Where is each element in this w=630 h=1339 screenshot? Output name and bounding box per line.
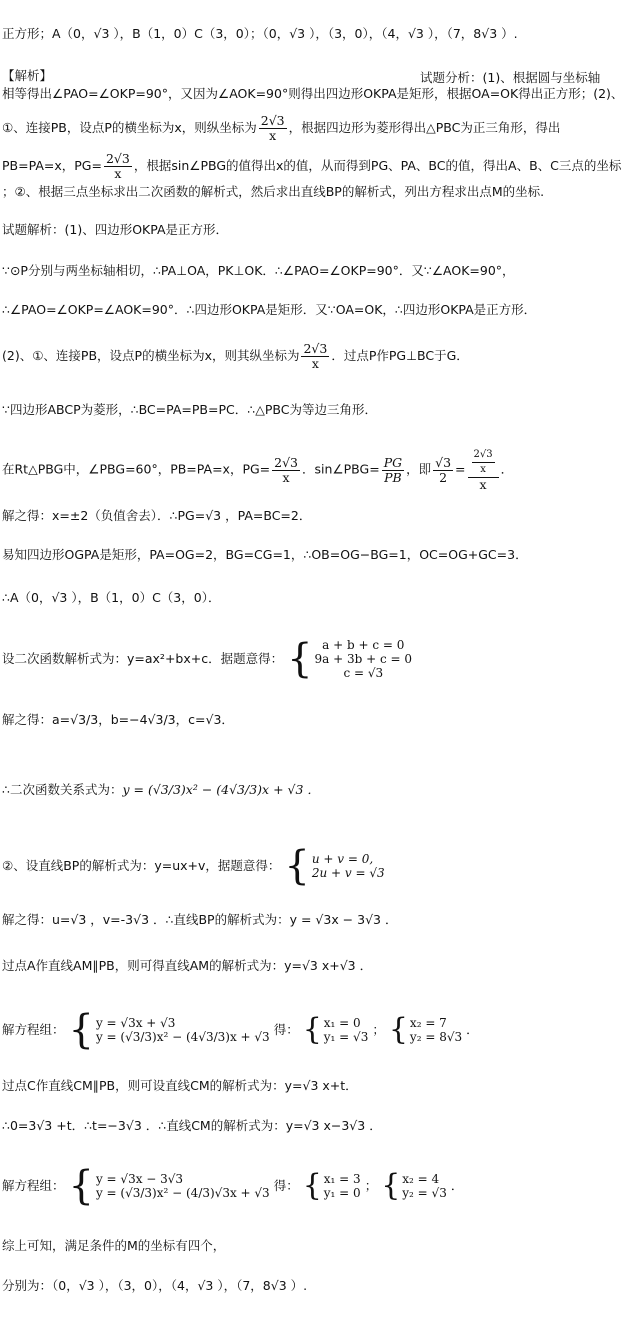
line-am-line: 过点A作直线AM∥PB，则可得直线AM的解析式为：y=√3 x+√3 ． [2,958,373,973]
solution-line: 解之得：x=±2（负值舍去）．∴PG=√3 ，PA=BC=2． [2,508,312,523]
equation-system-4: { y = √3x − 3√3 y = (√3/3)x² − (4/3)√3x + √3 [68,1163,270,1209]
analysis-line-4: ；②、根据三点坐标求出二次函数的解析式，然后求出直线BP的解析式，列出方程求出点M的坐标. [2,184,545,199]
solution-line: ∴∠PAO=∠OKP=∠AOK=90°．∴四边形OKPA是矩形．又∵OA=OK，∴四边形OKPA是正方形． [2,302,537,317]
final-answer-line: 分别为：（0，√3 ），（3，0），（4，√3 ），（7，8√3 ）. [2,1278,308,1293]
equation-system-1: { a + b + c = 0 9a + 3b + c = 0 c = √3 [287,636,413,682]
solution-pair-2: { x₂ = 7 y₂ = 8√3 [388,1012,463,1047]
solution-part-2-line: (2)、①、连接PB，设点P的横坐标为x，则其纵坐标为 $\frac{2√3}{x}$ ．过点P作PG⊥BC于G． [2,341,469,371]
quadratic-setup: 设二次函数解析式为：y=ax²+bx+c．据题意得： { a + b + c = 0 9a + 3b + c = 0 c = √3 [2,636,413,682]
line-cm-solution: ∴0=3√3 +t．∴t=−3√3 ．∴直线CM的解析式为：y=√3 x−3√3 ． [2,1118,382,1133]
conclusion-line: 综上可知，满足条件的M的坐标有四个， [2,1238,226,1253]
analysis-intro: 试题分析：(1)、根据圆与坐标轴 [420,70,601,85]
line-bp-solution: 解之得：u=√3 ，v=-3√3 ．∴直线BP的解析式为：y = √3x − 3√3 ． [2,912,398,927]
line-bp-setup: ②、设直线BP的解析式为：y=ux+v，据题意得： { u + v = 0, 2u + v = √3 [2,843,385,889]
analysis-line-3: PB=PA=x，PG= $\frac{2√3}{x}$ ，根据sin∠PBG的值得出x的值，从而得到PG、PA、BC的值，得出A、B、C三点的坐标 [2,151,622,181]
solution-pair-4: { x₂ = 4 y₂ = √3 [381,1168,447,1203]
answer-summary-line: 正方形；A（0，√3 ），B（1，0）C（3，0）；（0，√3 ），（3，0），（4，√3 ），（7，8√3 ）. [2,26,518,41]
system-cm-line: 解方程组： { y = √3x − 3√3 y = (√3/3)x² − (4/3)√3x + √3 得： { x₁ = 3 y₁ = 0 ； { x₂ = 4 y₂ = √3 ． [2,1163,464,1209]
solution-line: ∵四边形ABCP为菱形，∴BC=PA=PB=PC．∴△PBC为等边三角形． [2,402,377,417]
solution-line: 易知四边形OGPA是矩形，PA=OG=2，BG=CG=1，∴OB=OG−BG=1，OC=OG+GC=3． [2,547,528,562]
solution-line: ∵⊙P分别与两坐标轴相切，∴PA⊥OA，PK⊥OK．∴∠PAO=∠OKP=90°．又∵∠AOK=90°， [2,263,515,278]
coefficients-line: 解之得：a=√3/3，b=−4√3/3，c=√3． [2,712,234,727]
solution-pair-1: { x₁ = 0 y₁ = √3 [302,1012,369,1047]
solution-part-1-title: 试题解析：(1)、四边形OKPA是正方形． [2,222,229,237]
equation-system-3: { y = √3x + √3 y = (√3/3)x² − (4√3/3)x + √3 [68,1007,270,1053]
system-am-line: 解方程组： { y = √3x + √3 y = (√3/3)x² − (4√3/3)x + √3 得： { x₁ = 0 y₁ = √3 ； { x₂ = 7 y₂ = 8√3 ． [2,1007,479,1053]
points-line: ∴A（0，√3 ），B（1，0）C（3，0）． [2,590,221,605]
analysis-heading: 【解析】 [2,68,53,83]
analysis-line-1: 相等得出∠PAO=∠OKP=90°，又因为∠AOK=90°则得出四边形OKPA是矩形，根据OA=OK得出正方形；(2)、 [2,86,624,101]
line-cm-line: 过点C作直线CM∥PB，则可设直线CM的解析式为：y=√3 x+t． [2,1078,358,1093]
equation-system-2: { u + v = 0, 2u + v = √3 [284,843,385,889]
quadratic-function-line: ∴二次函数关系式为：y = (√3/3)x² − (4√3/3)x + √3 ． [2,782,320,797]
solution-pair-3: { x₁ = 3 y₁ = 0 [302,1168,361,1203]
analysis-line-2: ①、连接PB，设点P的横坐标为x，则纵坐标为 $\frac{2√3}{x}$ ，根据四边形为菱形得出△PBC为正三角形，得出 [2,113,561,143]
solution-line-sin: 在Rt△PBG中，∠PBG=60°，PB=PA=x，PG= $\frac{2√3}{x}$ ．sin∠PBG= $\frac{PG}{PB}$ ，即 $\frac{√3}{2}$ = $\frac{\frac{2√3}{x}}{x}$ ． [2,449,514,492]
